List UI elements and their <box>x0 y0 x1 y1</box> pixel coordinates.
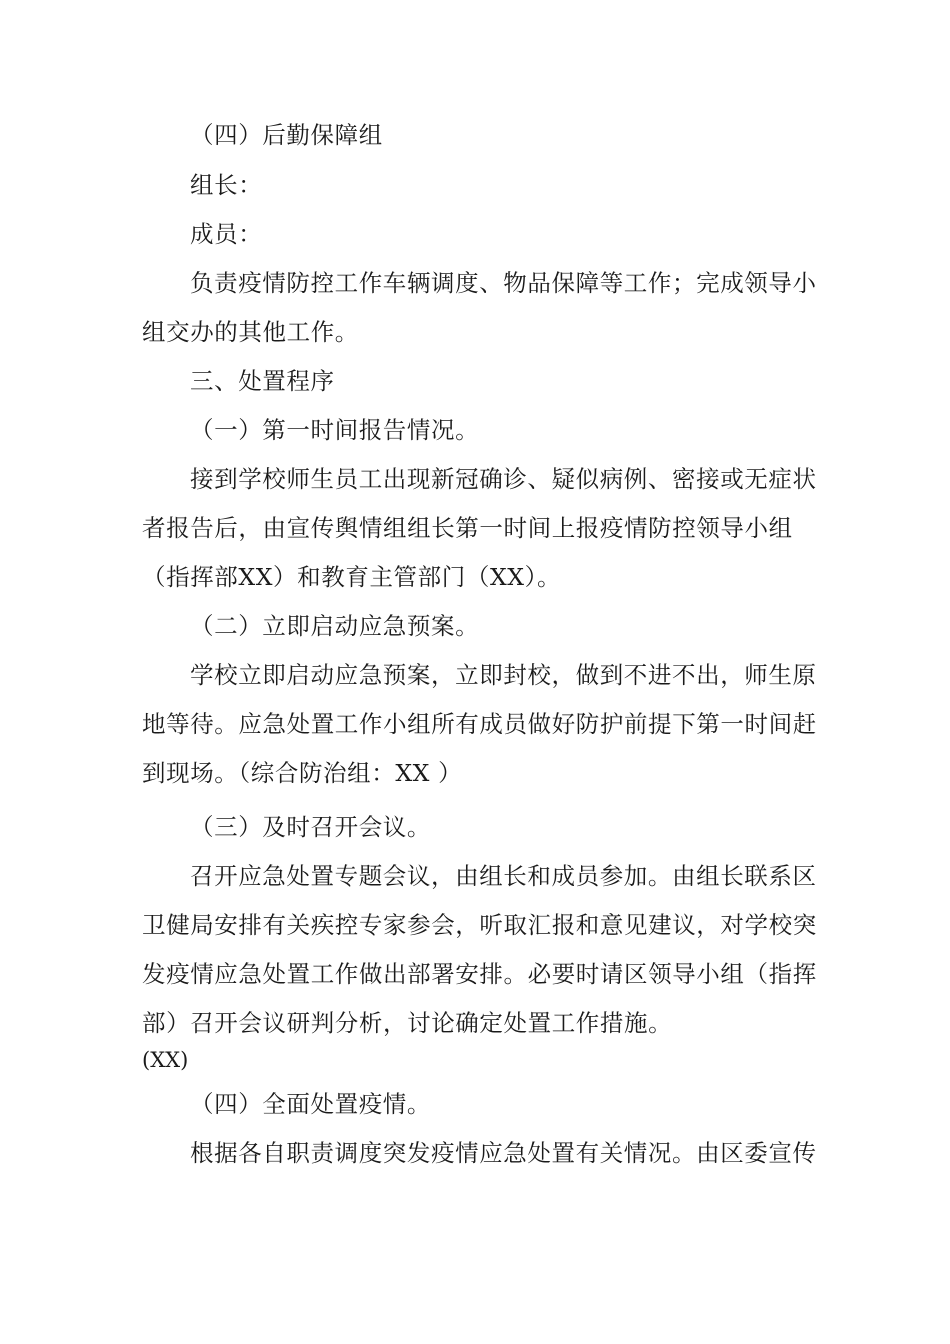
paragraph-line: 根据各自职责调度突发疫情应急处置有关情况。由区委宣传 <box>190 1139 817 1167</box>
paragraph-line: 学校立即启动应急预案，立即封校，做到不进不出，师生原 <box>190 661 817 689</box>
subsection-heading-handling: （四）全面处置疫情。 <box>190 1090 431 1118</box>
group-leader-label: 组长： <box>190 171 263 199</box>
paragraph-line: 发疫情应急处置工作做出部署安排。必要时请区领导小组（指挥 <box>142 960 817 988</box>
section-heading-procedure: 三、处置程序 <box>190 367 335 395</box>
paragraph-line: 负责疫情防控工作车辆调度、物品保障等工作；完成领导小 <box>190 269 817 297</box>
group-member-label: 成员： <box>190 220 263 248</box>
paragraph-line: 接到学校师生员工出现新冠确诊、疑似病例、密接或无症状 <box>190 465 817 493</box>
subsection-heading-logistics: （四）后勤保障组 <box>190 121 383 149</box>
subsection-heading-plan: （二）立即启动应急预案。 <box>190 612 480 640</box>
subsection-heading-report: （一）第一时间报告情况。 <box>190 416 480 444</box>
paragraph-line: 到现场。（综合防治组：XX ） <box>142 759 463 787</box>
paragraph-line: 者报告后，由宣传舆情组组长第一时间上报疫情防控领导小组 <box>142 514 793 542</box>
paragraph-line: 部）召开会议研判分析，讨论确定处置工作措施。 <box>142 1009 673 1037</box>
paragraph-line: 卫健局安排有关疾控专家参会，听取汇报和意见建议，对学校突 <box>142 911 817 939</box>
paragraph-line: 召开应急处置专题会议，由组长和成员参加。由组长联系区 <box>190 862 817 890</box>
paragraph-line: (XX) <box>142 1048 189 1072</box>
paragraph-line: 组交办的其他工作。 <box>142 318 359 346</box>
subsection-heading-meeting: （三）及时召开会议。 <box>190 813 431 841</box>
paragraph-line: （指挥部XX）和教育主管部门（XX）。 <box>142 563 562 591</box>
paragraph-line: 地等待。应急处置工作小组所有成员做好防护前提下第一时间赶 <box>142 710 817 738</box>
